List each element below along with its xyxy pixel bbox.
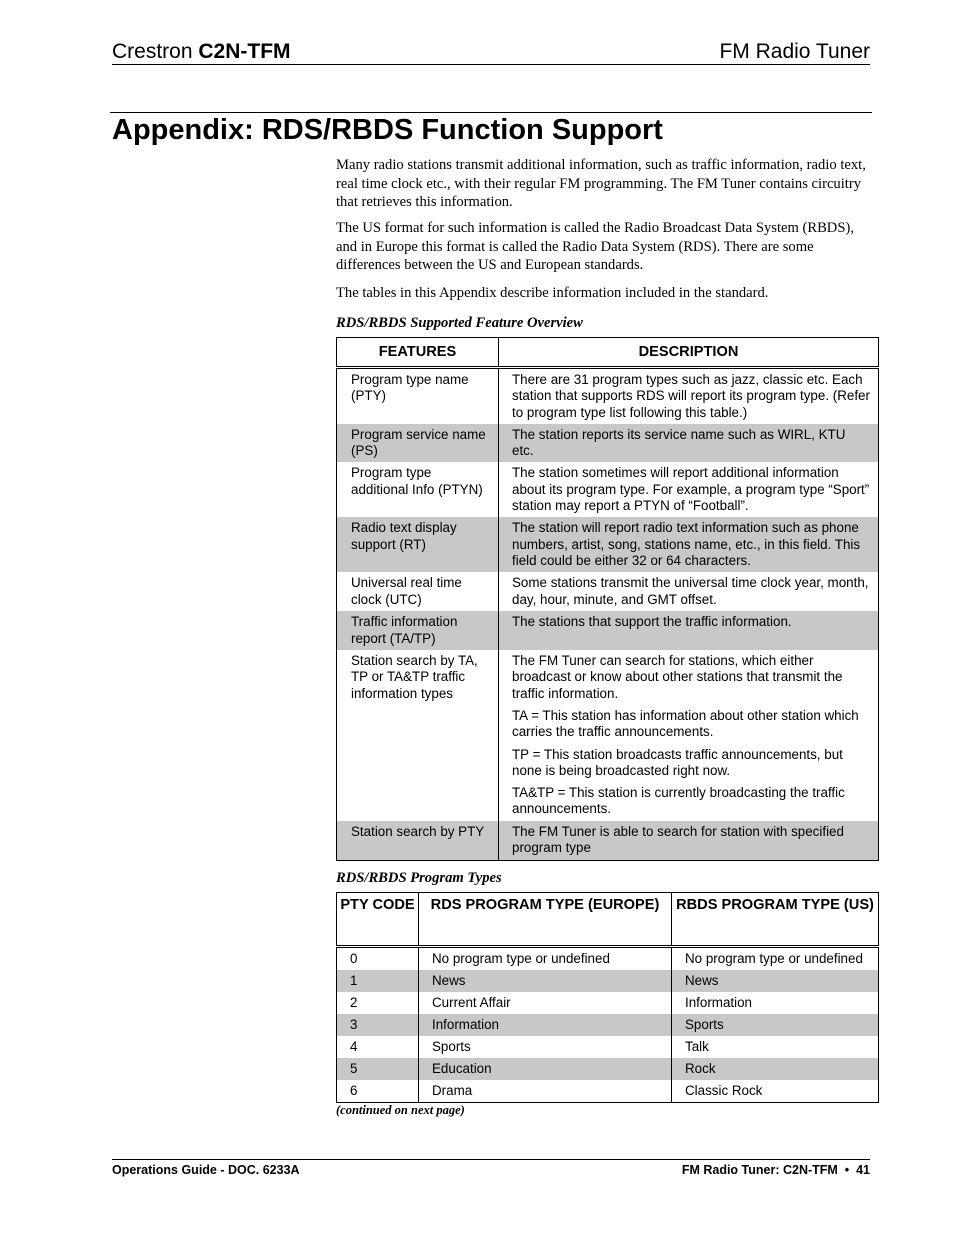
table-row <box>337 992 879 1014</box>
pty-code-cell: 0 <box>337 947 419 971</box>
feature-cell: Program type name (PTY) <box>337 368 499 424</box>
title-rule <box>110 112 872 113</box>
rbds-type-cell: No program type or undefined <box>685 951 863 966</box>
rbds-type-cell: Sports <box>672 1014 879 1036</box>
header-brand: Crestron <box>112 40 193 63</box>
rds-type-cell: Information <box>419 1014 672 1036</box>
pty-code-cell: 2 <box>337 992 419 1014</box>
formats-paragraph: The US format for such information is called the Radio Broadcast Data System (RBDS), and in Europe this format is called the Radio Data System (RDS). There are some differences between the US and European standards. <box>336 220 854 273</box>
pty-code-cell: 1 <box>337 970 419 992</box>
description-text: The station sometimes will report additional information about its program type. For example, a program type “Sport” station may report a PTYN of “Football”. <box>512 465 870 514</box>
description-text: There are 31 program types such as jazz, classic etc. Each station that supports RDS will report its program type. (Refer to program type list following this table.) <box>512 372 870 420</box>
column-header-features: FEATURES <box>337 338 499 368</box>
page-title: Appendix: RDS/RBDS Function Support <box>112 114 663 146</box>
footer-rule <box>112 1159 870 1160</box>
feature-cell: Traffic information report (TA/TP) <box>337 611 499 650</box>
rbds-type-cell: News <box>672 970 879 992</box>
intro-paragraph: Many radio stations transmit additional information, such as traffic information, radio text, real time clock etc., with their regular FM programming. The FM Tuner contains circuitry that retrieves this information. <box>336 157 866 210</box>
rbds-type-cell: Information <box>685 995 752 1010</box>
rds-type-cell: Education <box>419 1058 672 1080</box>
header-rule <box>112 64 870 65</box>
features-table <box>336 337 879 861</box>
feature-cell: Program service name (PS) <box>337 424 499 463</box>
rds-type-cell: Sports <box>419 1036 672 1058</box>
table-row <box>337 424 879 463</box>
description-cell <box>499 424 879 463</box>
description-cell <box>499 517 879 572</box>
tables-paragraph: The tables in this Appendix describe information included in the standard. <box>336 285 769 301</box>
description-cell <box>499 611 879 650</box>
description-text: The stations that support the traffic information. <box>512 614 792 630</box>
table-header-row <box>337 893 879 947</box>
table-row <box>337 1036 879 1058</box>
feature-cell: Station search by TA, TP or TA&TP traffic information types <box>337 650 499 821</box>
description-cell <box>499 650 879 821</box>
table-row <box>337 611 879 650</box>
table-header-row <box>337 338 879 368</box>
table-row <box>337 821 879 860</box>
rds-type-cell: No program type or undefined <box>419 947 672 971</box>
table-row <box>337 650 879 821</box>
description-text: The station will report radio text information such as phone numbers, artist, song, stations name, etc., in this field. This field could be either 32 or 64 characters. <box>512 520 861 569</box>
feature-cell: Radio text display support (RT) <box>337 517 499 572</box>
column-header-rds-europe: RDS PROGRAM TYPE (EUROPE) <box>419 893 672 947</box>
feature-cell: Station search by PTY <box>337 821 499 860</box>
description-text: TA&TP = This station is currently broadcasting the traffic announcements. <box>512 785 845 817</box>
feature-cell: Program type additional Info (PTYN) <box>337 462 499 517</box>
table-row <box>337 1080 879 1103</box>
rbds-type-cell: Classic Rock <box>685 1083 763 1098</box>
column-header-rbds-us: RBDS PROGRAM TYPE (US) <box>672 893 879 947</box>
table-row <box>337 368 879 424</box>
pty-code-cell: 5 <box>337 1058 419 1080</box>
rbds-type-cell: Rock <box>672 1058 879 1080</box>
column-header-pty-code: PTY CODE <box>337 893 419 947</box>
table-row <box>337 462 879 517</box>
table-row <box>337 572 879 611</box>
table-row <box>337 970 879 992</box>
table-row <box>337 947 879 971</box>
pty-code-cell: 4 <box>337 1036 419 1058</box>
pty-code-cell: 3 <box>337 1014 419 1036</box>
rds-type-cell: Current Affair <box>419 992 672 1014</box>
rds-type-cell: Drama <box>419 1080 672 1103</box>
pty-code-cell: 6 <box>337 1080 419 1103</box>
table-row <box>337 1014 879 1036</box>
pty-table <box>336 892 879 1103</box>
rds-type-cell: News <box>419 970 672 992</box>
description-cell <box>499 821 879 860</box>
table-row <box>337 517 879 572</box>
description-cell <box>499 462 879 517</box>
description-text: Some stations transmit the universal time clock year, month, day, hour, minute, and GMT offset. <box>512 575 869 607</box>
description-text: TA = This station has information about other station which carries the traffic announcements. <box>512 707 859 740</box>
footer-doc-id: Operations Guide - DOC. 6233A <box>112 1163 300 1177</box>
description-text: TP = This station broadcasts traffic announcements, but none is being broadcasted right now. <box>512 746 843 778</box>
description-text: The FM Tuner is able to search for station with specified program type <box>512 824 844 856</box>
header-brand-model <box>112 40 291 64</box>
continued-note: (continued on next page) <box>336 1103 465 1117</box>
description-cell <box>499 368 879 424</box>
description-cell <box>499 572 879 611</box>
description-text: The FM Tuner can search for stations, which either broadcast or know about other stations that transmit the traffic information. <box>512 653 843 701</box>
column-header-description: DESCRIPTION <box>499 338 879 368</box>
pty-table-caption: RDS/RBDS Program Types <box>336 870 502 886</box>
footer-page-info: FM Radio Tuner: C2N-TFM • 41 <box>681 1163 870 1177</box>
table-row <box>337 1058 879 1080</box>
description-text: The station reports its service name such as WIRL, KTU etc. <box>512 426 846 459</box>
feature-cell: Universal real time clock (UTC) <box>337 572 499 611</box>
rbds-type-cell: Talk <box>685 1039 709 1054</box>
features-table-caption: RDS/RBDS Supported Feature Overview <box>336 315 583 331</box>
header-product: FM Radio Tuner <box>719 40 870 63</box>
header-model: C2N-TFM <box>198 40 291 63</box>
